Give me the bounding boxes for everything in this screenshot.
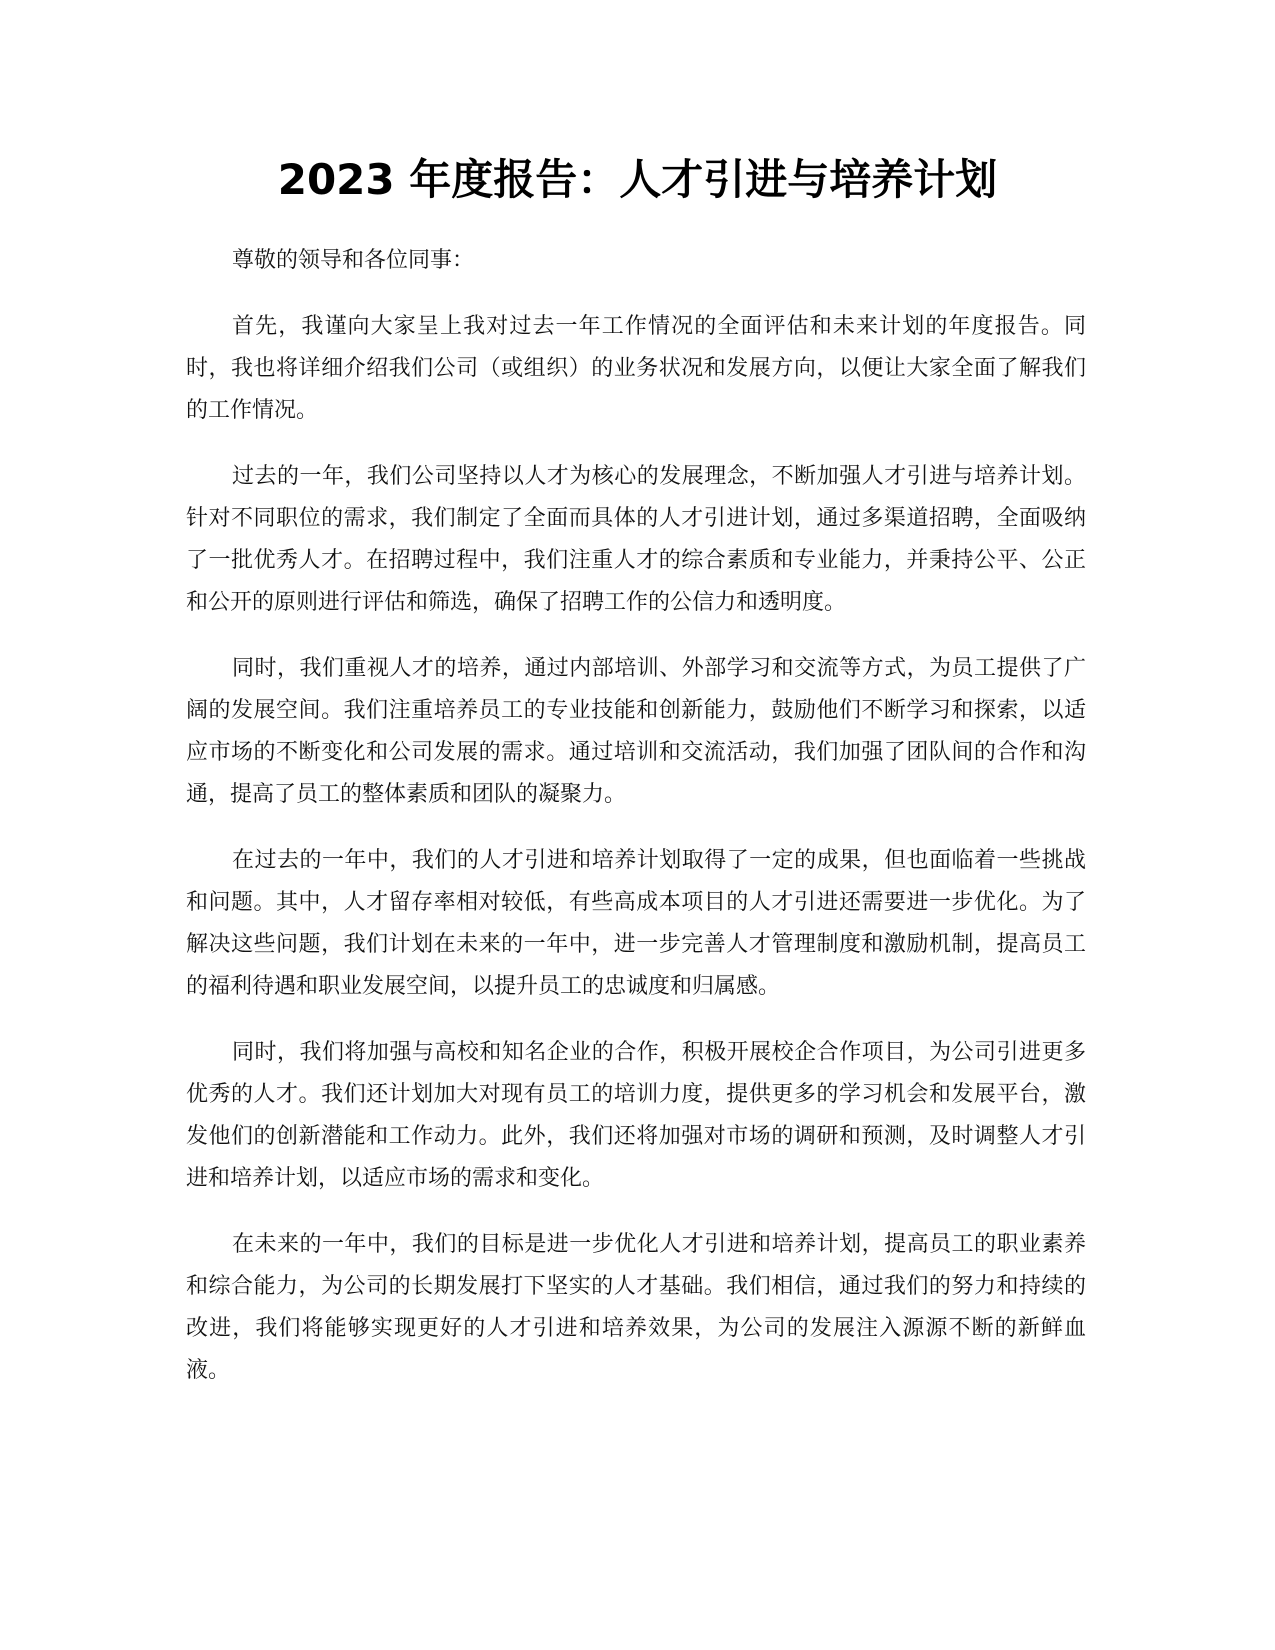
paragraph: 在未来的一年中，我们的目标是进一步优化人才引进和培养计划，提高员工的职业素养和综合能力，为公司的长期发展打下坚实的人才基础。我们相信，通过我们的努力和持续的改进，我们将能够实现更好的人才引进和培养效果，为公司的发展注入源源不断的新鲜血液。 [186, 1232, 1086, 1383]
paragraph: 首先，我谨向大家呈上我对过去一年工作情况的全面评估和未来计划的年度报告。同时，我也将详细介绍我们公司（或组织）的业务状况和发展方向，以便让大家全面了解我们的工作情况。 [186, 314, 1086, 423]
paragraph: 同时，我们将加强与高校和知名企业的合作，积极开展校企合作项目，为公司引进更多优秀的人才。我们还计划加大对现有员工的培训力度，提供更多的学习机会和发展平台，激发他们的创新潜能和工作动力。此外，我们还将加强对市场的调研和预测，及时调整人才引进和培养计划，以适应市场的需求和变化。 [186, 1040, 1086, 1191]
document-body [186, 240, 1086, 1416]
document-title: 2023 年度报告：人才引进与培养计划 [277, 155, 998, 204]
paragraph: 过去的一年，我们公司坚持以人才为核心的发展理念，不断加强人才引进与培养计划。针对不同职位的需求，我们制定了全面而具体的人才引进计划，通过多渠道招聘，全面吸纳了一批优秀人才。在招聘过程中，我们注重人才的综合素质和专业能力，并秉持公平、公正和公开的原则进行评估和筛选，确保了招聘工作的公信力和透明度。 [186, 464, 1086, 615]
paragraph: 在过去的一年中，我们的人才引进和培养计划取得了一定的成果，但也面临着一些挑战和问题。其中，人才留存率相对较低，有些高成本项目的人才引进还需要进一步优化。为了解决这些问题，我们计划在未来的一年中，进一步完善人才管理制度和激励机制，提高员工的福利待遇和职业发展空间，以提升员工的忠诚度和归属感。 [186, 848, 1086, 999]
paragraph: 同时，我们重视人才的培养，通过内部培训、外部学习和交流等方式，为员工提供了广阔的发展空间。我们注重培养员工的专业技能和创新能力，鼓励他们不断学习和探索，以适应市场的不断变化和公司发展的需求。通过培训和交流活动，我们加强了团队间的合作和沟通，提高了员工的整体素质和团队的凝聚力。 [186, 656, 1086, 807]
greeting-line: 尊敬的领导和各位同事： [232, 248, 475, 273]
